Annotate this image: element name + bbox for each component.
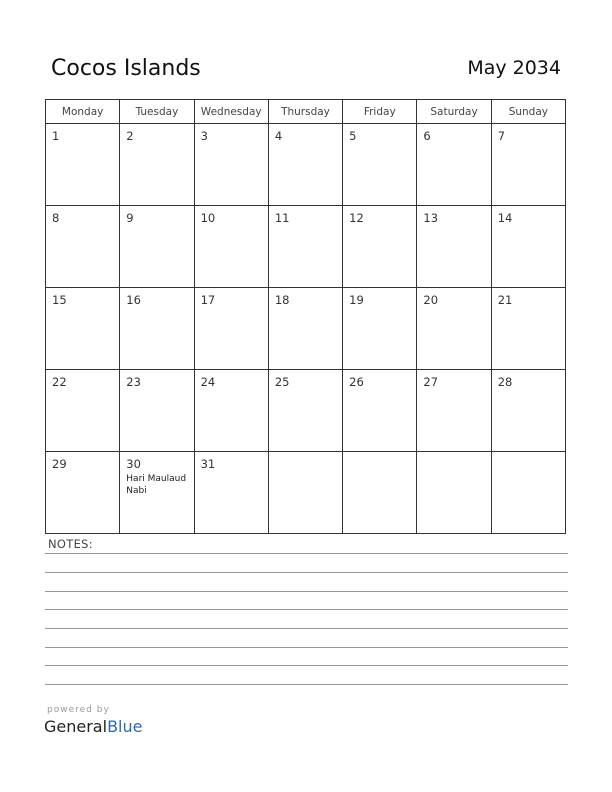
day-number: 17 xyxy=(200,293,216,307)
day-cell xyxy=(46,124,120,206)
weekday-friday: Friday xyxy=(343,100,417,124)
calendar-grid xyxy=(45,99,566,534)
week-row xyxy=(46,370,566,452)
day-number: 12 xyxy=(349,211,364,225)
weekday-saturday: Saturday xyxy=(417,100,491,124)
note-line xyxy=(45,665,568,666)
day-cell xyxy=(194,288,268,370)
day-cell xyxy=(268,288,342,370)
day-number: 5 xyxy=(349,129,357,143)
day-number: 21 xyxy=(497,293,513,307)
day-cell-empty xyxy=(268,452,342,534)
day-number: 14 xyxy=(497,211,513,225)
day-cell xyxy=(343,288,417,370)
day-number: 8 xyxy=(52,211,60,225)
calendar-title: Cocos Islands xyxy=(51,56,201,81)
day-cell-empty xyxy=(343,452,417,534)
week-row xyxy=(46,206,566,288)
day-cell xyxy=(268,206,342,288)
day-number: 16 xyxy=(126,293,141,307)
day-cell xyxy=(417,288,491,370)
day-cell xyxy=(120,288,194,370)
week-row xyxy=(46,124,566,206)
day-number: 9 xyxy=(126,211,134,225)
calendar-month: May 2034 xyxy=(467,57,561,79)
day-cell xyxy=(46,288,120,370)
day-cell xyxy=(194,452,268,534)
day-number: 13 xyxy=(423,211,439,225)
weekday-wednesday: Wednesday xyxy=(194,100,268,124)
day-cell xyxy=(268,370,342,452)
day-number: 27 xyxy=(423,375,439,389)
day-cell xyxy=(417,370,491,452)
day-number: 22 xyxy=(52,375,67,389)
day-cell-empty xyxy=(417,452,491,534)
weekday-thursday: Thursday xyxy=(268,100,342,124)
day-number: 26 xyxy=(349,375,364,389)
day-number: 23 xyxy=(126,375,141,389)
holiday-event: Hari Maulaud Nabi xyxy=(126,474,187,496)
day-cell xyxy=(46,452,120,534)
day-number: 28 xyxy=(497,375,513,389)
day-number: 19 xyxy=(349,293,364,307)
brand-name-general: General xyxy=(44,717,108,736)
day-cell xyxy=(46,370,120,452)
day-cell xyxy=(417,206,491,288)
day-number: 7 xyxy=(497,129,506,143)
note-line xyxy=(45,628,568,629)
day-number: 20 xyxy=(423,293,439,307)
brand-logo xyxy=(44,717,142,736)
note-line xyxy=(45,684,568,685)
day-number: 10 xyxy=(200,211,216,225)
note-line xyxy=(45,553,568,554)
day-cell xyxy=(194,124,268,206)
day-number: 4 xyxy=(274,129,283,143)
day-cell-empty xyxy=(491,452,565,534)
day-number: 6 xyxy=(423,129,431,143)
week-row xyxy=(46,452,566,534)
brand-name-blue: Blue xyxy=(107,717,143,736)
day-cell xyxy=(120,452,194,534)
day-cell xyxy=(417,124,491,206)
note-line xyxy=(45,591,568,592)
weekday-header-row xyxy=(46,100,566,124)
day-number: 30 xyxy=(126,457,141,471)
day-cell xyxy=(343,124,417,206)
day-number: 2 xyxy=(126,129,134,143)
day-cell xyxy=(120,370,194,452)
day-number: 3 xyxy=(200,129,208,143)
day-number: 25 xyxy=(274,375,290,389)
day-cell xyxy=(120,206,194,288)
day-number: 15 xyxy=(52,293,67,307)
note-line xyxy=(45,609,568,610)
day-number: 18 xyxy=(274,293,290,307)
day-number: 29 xyxy=(52,457,67,471)
weekday-monday: Monday xyxy=(46,100,120,124)
day-cell xyxy=(343,370,417,452)
weekday-sunday: Sunday xyxy=(491,100,565,124)
day-cell xyxy=(120,124,194,206)
day-cell xyxy=(343,206,417,288)
powered-by-text: powered by xyxy=(47,705,110,715)
day-number: 24 xyxy=(200,375,216,389)
day-cell xyxy=(268,124,342,206)
day-cell xyxy=(491,288,565,370)
day-cell xyxy=(46,206,120,288)
day-cell xyxy=(194,370,268,452)
day-number: 11 xyxy=(274,211,290,225)
day-cell xyxy=(194,206,268,288)
note-line xyxy=(45,572,568,573)
day-number: 31 xyxy=(200,457,216,471)
note-line xyxy=(45,647,568,648)
week-row xyxy=(46,288,566,370)
day-cell xyxy=(491,206,565,288)
notes-label: NOTES: xyxy=(48,537,93,551)
day-number: 1 xyxy=(52,129,60,143)
day-cell xyxy=(491,370,565,452)
weekday-tuesday: Tuesday xyxy=(120,100,194,124)
day-cell xyxy=(491,124,565,206)
